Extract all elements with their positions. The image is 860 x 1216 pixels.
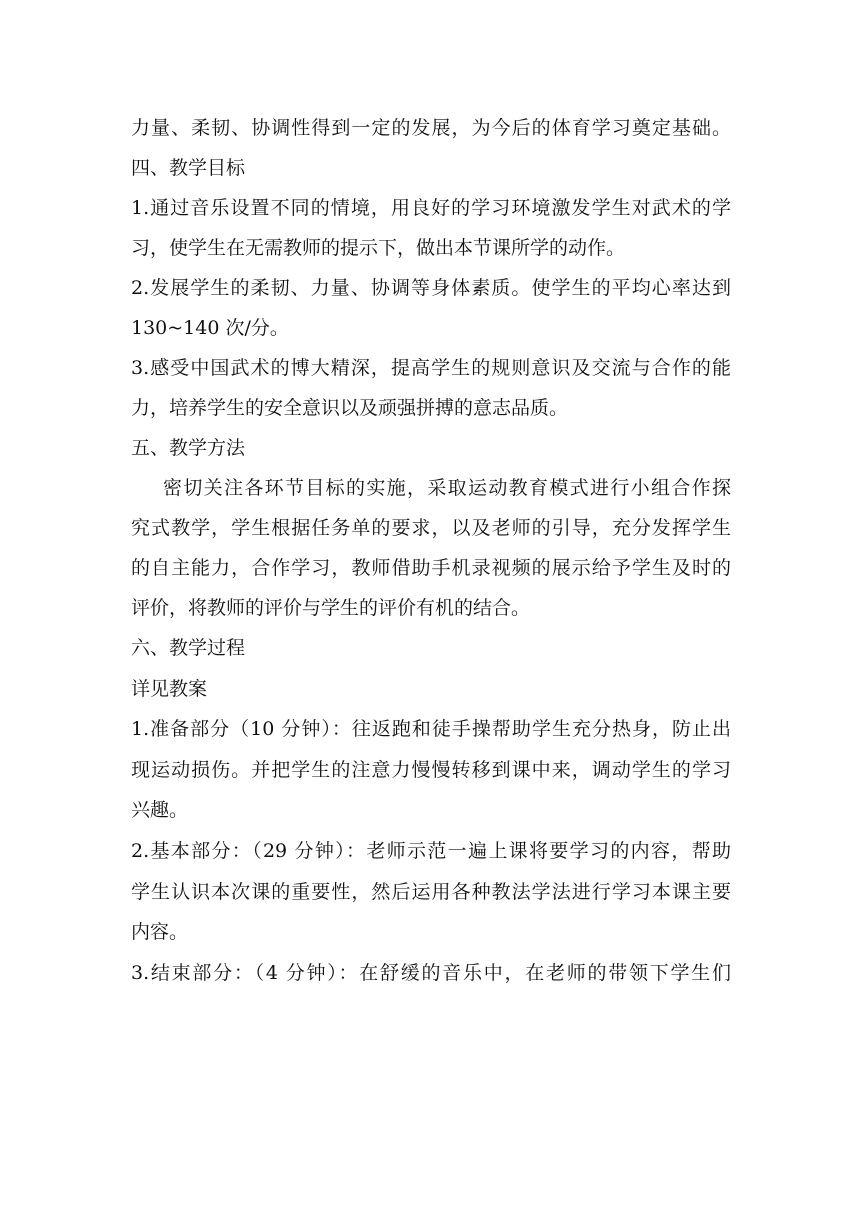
paragraph-line: 3.结束部分：（4 分钟）：在舒缓的音乐中，在老师的带领下学生们 — [131, 961, 731, 984]
paragraph-line: 的自主能力，合作学习，教师借助手机录视频的展示给予学生及时的 — [131, 557, 731, 579]
paragraph-line: 3.感受中国武术的博大精深，提高学生的规则意识及交流与合作的能 — [131, 357, 731, 379]
paragraph-line: 究式教学，学生根据任务单的要求，以及老师的引导，充分发挥学生 — [131, 517, 731, 539]
paragraph-line: 2.基本部分：（29 分钟）：老师示范一遍上课将要学习的内容，帮助 — [131, 839, 731, 862]
paragraph-line: 现运动损伤。并把学生的注意力慢慢转移到课中来，调动学生的学习 — [131, 758, 731, 781]
paragraph-line: 学生认识本次课的重要性，然后运用各种教法学法进行学习本课主要 — [131, 880, 731, 903]
paragraph-line: 130~140 次/分。 — [131, 317, 289, 339]
paragraph-line: 兴趣。 — [131, 799, 189, 822]
paragraph-line: 2.发展学生的柔韧、力量、协调等身体素质。使学生的平均心率达到 — [131, 277, 731, 299]
paragraph-line: 1.准备部分（10 分钟）：往返跑和徒手操帮助学生充分热身，防止出 — [131, 718, 731, 741]
paragraph-line: 密切关注各环节目标的实施，采取运动教育模式进行小组合作探 — [163, 477, 731, 499]
paragraph-line: 内容。 — [131, 921, 189, 944]
paragraph-line: 力，培养学生的安全意识以及顽强拼搏的意志品质。 — [131, 397, 569, 419]
section-heading-process: 六、教学过程 — [131, 637, 246, 659]
paragraph-line: 习，使学生在无需教师的提示下，做出本节课所学的动作。 — [131, 237, 626, 259]
section-heading-methods: 五、教学方法 — [131, 437, 246, 459]
paragraph-line: 1.通过音乐设置不同的情境，用良好的学习环境激发学生对武术的学 — [131, 197, 731, 219]
document-body — [131, 108, 731, 993]
paragraph-line: 详见教案 — [131, 677, 208, 700]
section-heading-objectives: 四、教学目标 — [131, 157, 246, 179]
paragraph-line: 评价，将教师的评价与学生的评价有机的结合。 — [131, 597, 531, 619]
paragraph-line: 力量、柔韧、协调性得到一定的发展，为今后的体育学习奠定基础。 — [131, 117, 731, 139]
